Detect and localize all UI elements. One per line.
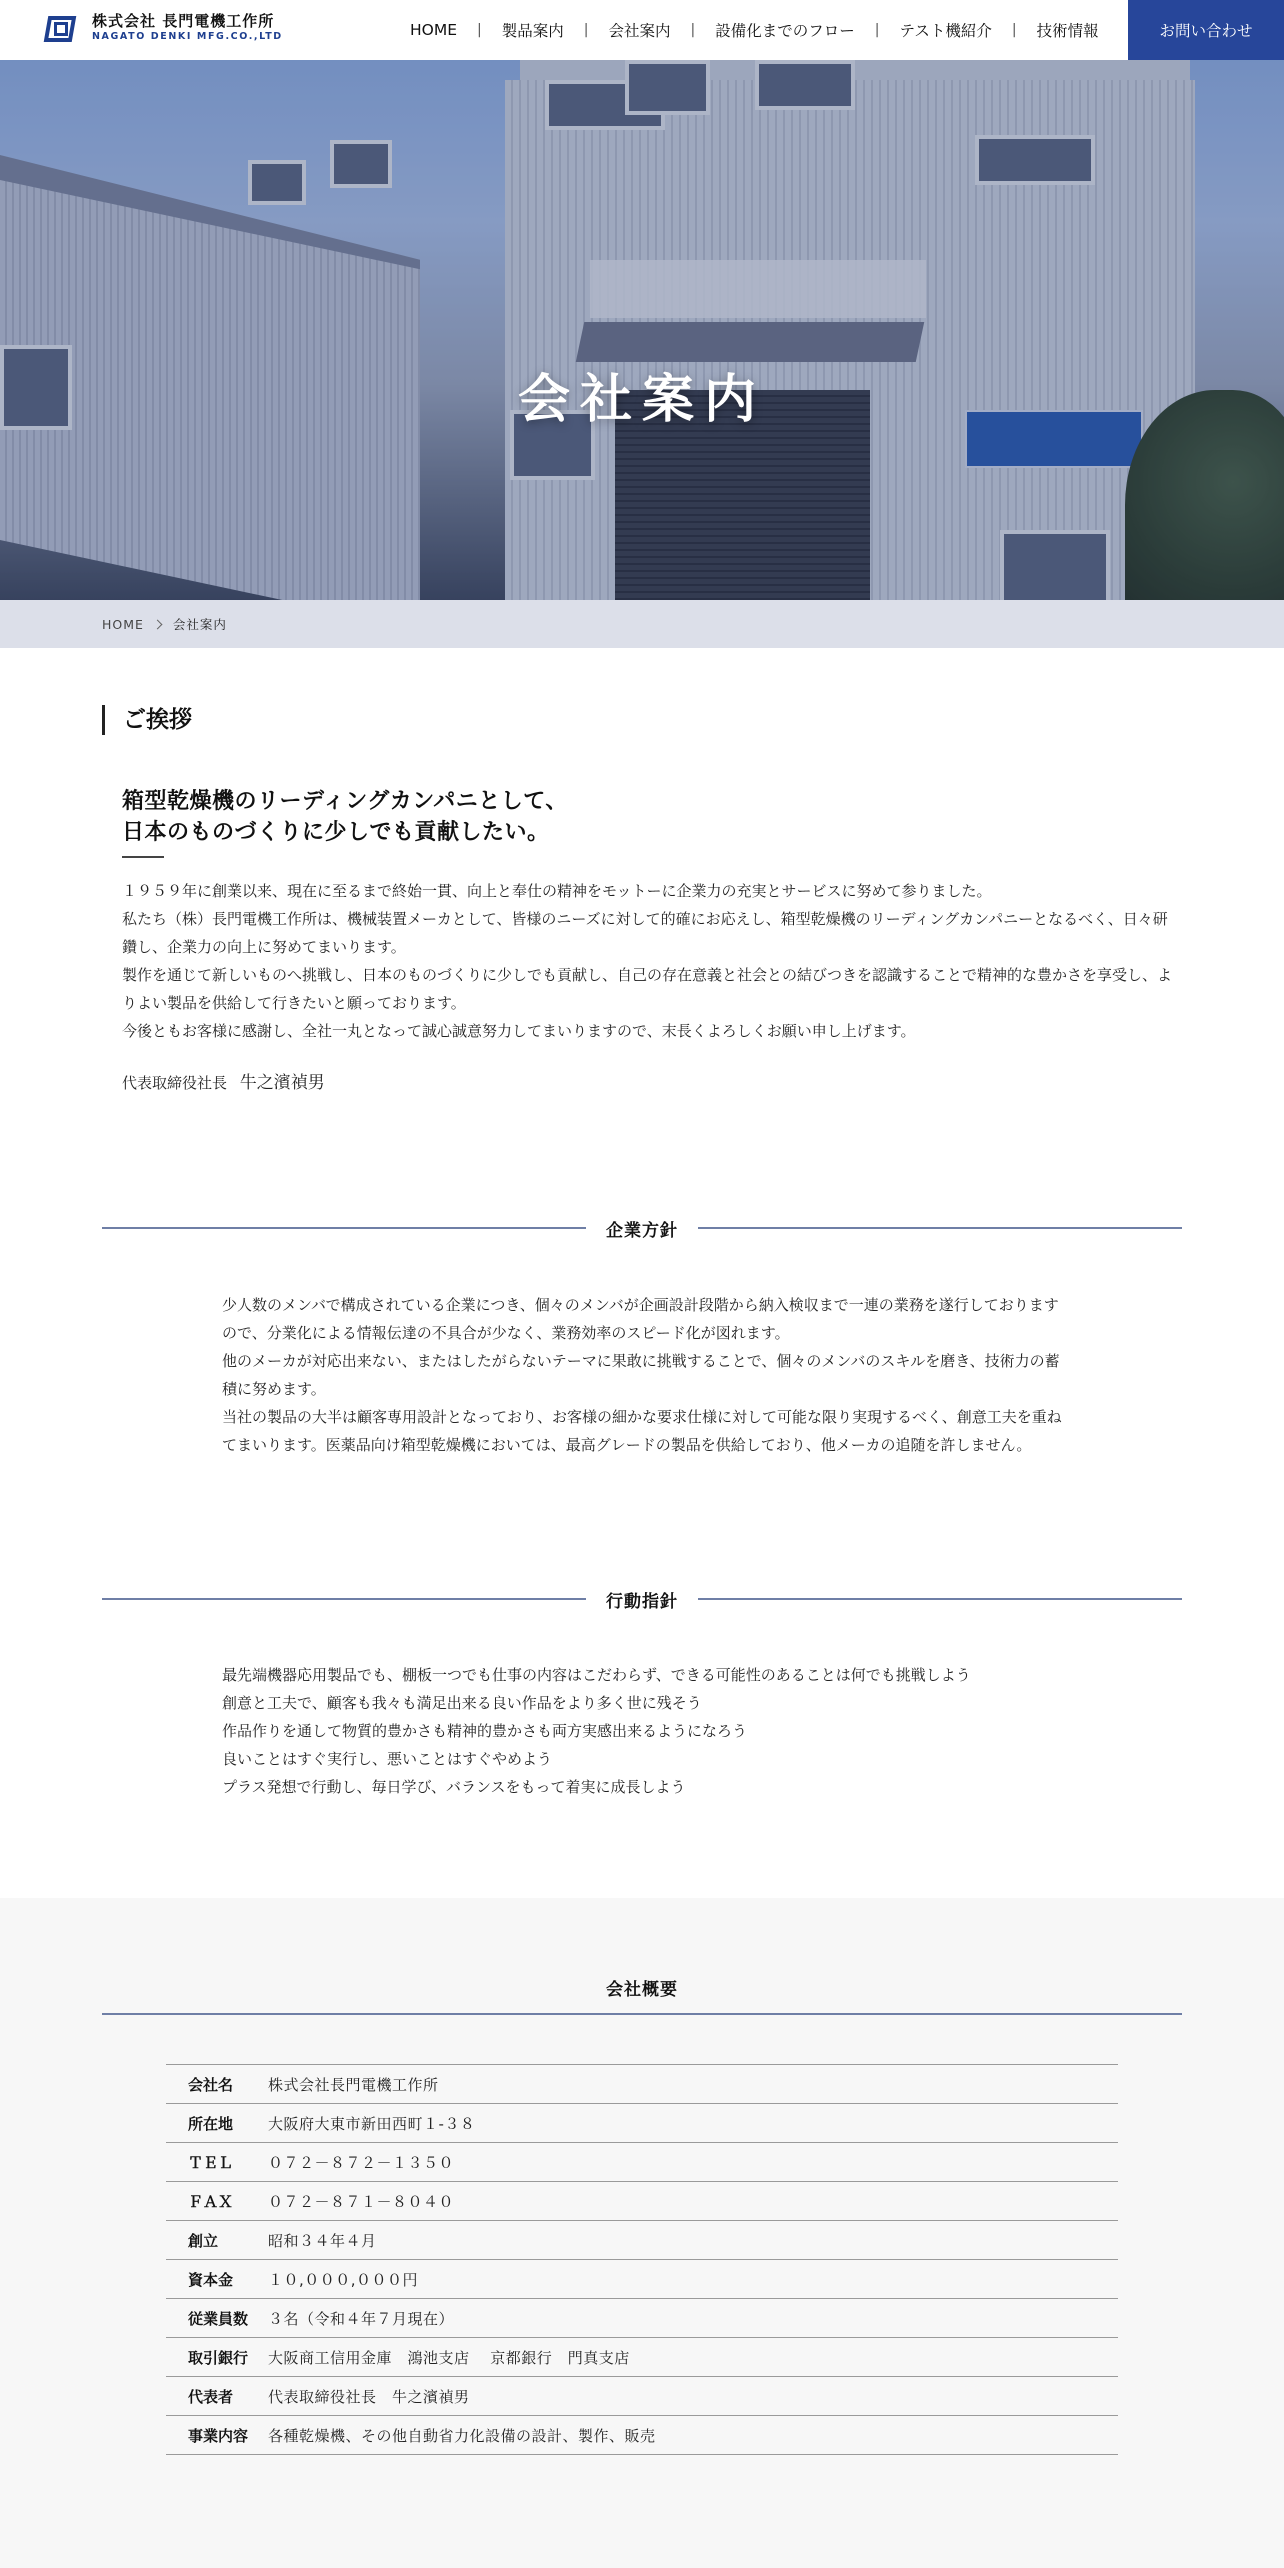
table-row	[166, 2182, 1118, 2221]
greeting-lead-line: 日本のものづくりに少しでも貢献したい。	[122, 820, 550, 845]
logo-name: 株式会社 長門電機工作所	[92, 12, 275, 30]
hero-banner	[0, 60, 1284, 600]
row-value: １０,０００,０００円	[268, 2270, 419, 2289]
signature-name: 牛之濱禎男	[239, 1073, 325, 1093]
greeting-body	[122, 877, 1172, 1045]
policy-paragraph: 少人数のメンバで構成されている企業につき、個々のメンバが企画設計段階から納入検収まで一連の業務を遂行しておりますので、分業化による情報伝達の不具合が少なく、業務効率のスピード化が図れます。	[222, 1296, 1059, 1342]
row-label: 従業員数	[188, 2309, 249, 2328]
greeting-heading: ご挨拶	[102, 705, 192, 735]
nav-separator: |	[583, 22, 589, 38]
row-value: 大阪商工信用金庫 鴻池支店 京都銀行 門真支店	[268, 2348, 630, 2367]
row-label: ＴＥＬ	[188, 2153, 234, 2172]
row-label: 事業内容	[188, 2426, 249, 2445]
row-value: ０７２－８７１－８０４０	[268, 2192, 455, 2211]
breadcrumb-home[interactable]: HOME	[102, 616, 144, 632]
row-value: ０７２－８７２－１３５０	[268, 2153, 455, 2172]
nav-separator: |	[1011, 22, 1017, 38]
contact-button[interactable]: お問い合わせ	[1128, 0, 1284, 60]
signature-title: 代表取締役社長	[122, 1074, 228, 1092]
table-row	[166, 2104, 1118, 2143]
nav-products[interactable]: 製品案内	[501, 22, 564, 40]
conduct-line: 良いことはすぐ実行し、悪いことはすぐやめよう	[222, 1750, 553, 1768]
breadcrumb	[0, 600, 1284, 648]
policy-heading: 企業方針	[606, 1220, 678, 1241]
conduct-line: 最先端機器応用製品でも、棚板一つでも仕事の内容はこだわらず、できる可能性のあることは何でも挑戦しよう	[222, 1666, 971, 1684]
overview-heading: 会社概要	[606, 1980, 678, 2000]
row-label: 代表者	[188, 2387, 234, 2406]
company-overview-table	[166, 2064, 1118, 2455]
conduct-body	[222, 1661, 1062, 1801]
row-label: 創立	[188, 2231, 219, 2250]
greeting-paragraph: １９５９年に創業以来、現在に至るまで終始一貫、向上と奉仕の精神をモットーに企業力の充実とサービスに努めて参りました。	[122, 882, 992, 900]
nav-flow[interactable]: 設備化までのフロー	[715, 22, 855, 40]
row-label: 取引銀行	[188, 2348, 249, 2367]
policy-body	[222, 1291, 1062, 1459]
lead-divider	[122, 856, 164, 858]
row-value: ３名（令和４年７月現在）	[268, 2309, 455, 2328]
row-value: 大阪府大東市新田西町１-３８	[268, 2114, 476, 2133]
table-row	[166, 2377, 1118, 2416]
page-title: 会社案内	[517, 370, 766, 430]
nav-separator: |	[874, 22, 880, 38]
logo-mark-icon	[44, 12, 78, 44]
conduct-line: 創意と工夫で、顧客も我々も満足出来る良い作品をより多く世に残そう	[222, 1694, 702, 1712]
nav-separator: |	[690, 22, 696, 38]
policy-heading-row	[102, 1213, 1182, 1243]
table-row	[166, 2416, 1118, 2455]
policy-paragraph: 当社の製品の大半は顧客専用設計となっており、お客様の細かな要求仕様に対して可能な限り実現するべく、創意工夫を重ねてまいります。医薬品向け箱型乾燥機においては、最高グレードの製品を供給しており、他メーカの追随を許しません。	[222, 1408, 1062, 1454]
row-value: 株式会社長門電機工作所	[268, 2075, 439, 2094]
site-header	[0, 0, 1284, 60]
greeting-lead-line: 箱型乾燥機のリーディングカンパニとして、	[122, 789, 568, 814]
row-label: ＦＡＸ	[188, 2192, 234, 2211]
nav-separator: |	[477, 22, 482, 38]
breadcrumb-current: 会社案内	[172, 617, 227, 632]
logo-subtitle: NAGATO DENKI MFG.CO.,LTD	[92, 31, 283, 42]
table-row	[166, 2221, 1118, 2260]
table-row	[166, 2143, 1118, 2182]
row-value: 代表取締役社長 牛之濱禎男	[268, 2387, 470, 2406]
conduct-heading-row	[102, 1584, 1182, 1614]
greeting-paragraph: 私たち（株）長門電機工作所は、機械装置メーカとして、皆様のニーズに対して的確にお応えし、箱型乾燥機のリーディングカンパニーとなるべく、日々研鑽し、企業力の向上に努めてまいります。	[122, 910, 1168, 956]
table-row	[166, 2065, 1118, 2104]
nav-home[interactable]: HOME	[410, 21, 458, 39]
chevron-right-icon	[152, 619, 162, 629]
conduct-line: プラス発想で行動し、毎日学び、バランスをもって着実に成長しよう	[222, 1778, 686, 1796]
table-row	[166, 2338, 1118, 2377]
greeting-paragraph: 今後ともお客様に感謝し、全社一丸となって誠心誠意努力してまいりますので、末長くよろしくお願い申し上げます。	[122, 1022, 916, 1040]
table-row	[166, 2299, 1118, 2338]
row-label: 資本金	[188, 2270, 234, 2289]
greeting-lead	[122, 786, 568, 848]
ceo-signature	[122, 1068, 325, 1093]
nav-test-machines[interactable]: テスト機紹介	[899, 22, 992, 40]
conduct-heading: 行動指針	[606, 1591, 678, 1612]
conduct-line: 作品作りを通して物質的豊かさも精神的豊かさも両方実感出来るようになろう	[222, 1722, 748, 1740]
nav-technical-info[interactable]: 技術情報	[1036, 22, 1099, 40]
greeting-paragraph: 製作を通じて新しいものへ挑戦し、日本のものづくりに少しでも貢献し、自己の存在意義と社会との結びつきを認識することで精神的な豊かさを享受し、よりよい製品を供給して行きたいと願っております。	[122, 966, 1173, 1012]
policy-paragraph: 他のメーカが対応出来ない、またはしたがらないテーマに果敢に挑戦することで、個々のメンバのスキルを磨き、技術力の蓄積に努めます。	[222, 1352, 1060, 1398]
row-label: 会社名	[188, 2075, 234, 2094]
table-row	[166, 2260, 1118, 2299]
row-value: 各種乾燥機、その他自動省力化設備の設計、製作、販売	[268, 2426, 656, 2445]
row-value: 昭和３４年４月	[268, 2231, 377, 2250]
row-label: 所在地	[188, 2114, 234, 2133]
overview-divider	[102, 2013, 1182, 2015]
main-nav	[410, 0, 1099, 60]
nav-company[interactable]: 会社案内	[608, 22, 671, 40]
company-logo[interactable]	[44, 12, 283, 44]
